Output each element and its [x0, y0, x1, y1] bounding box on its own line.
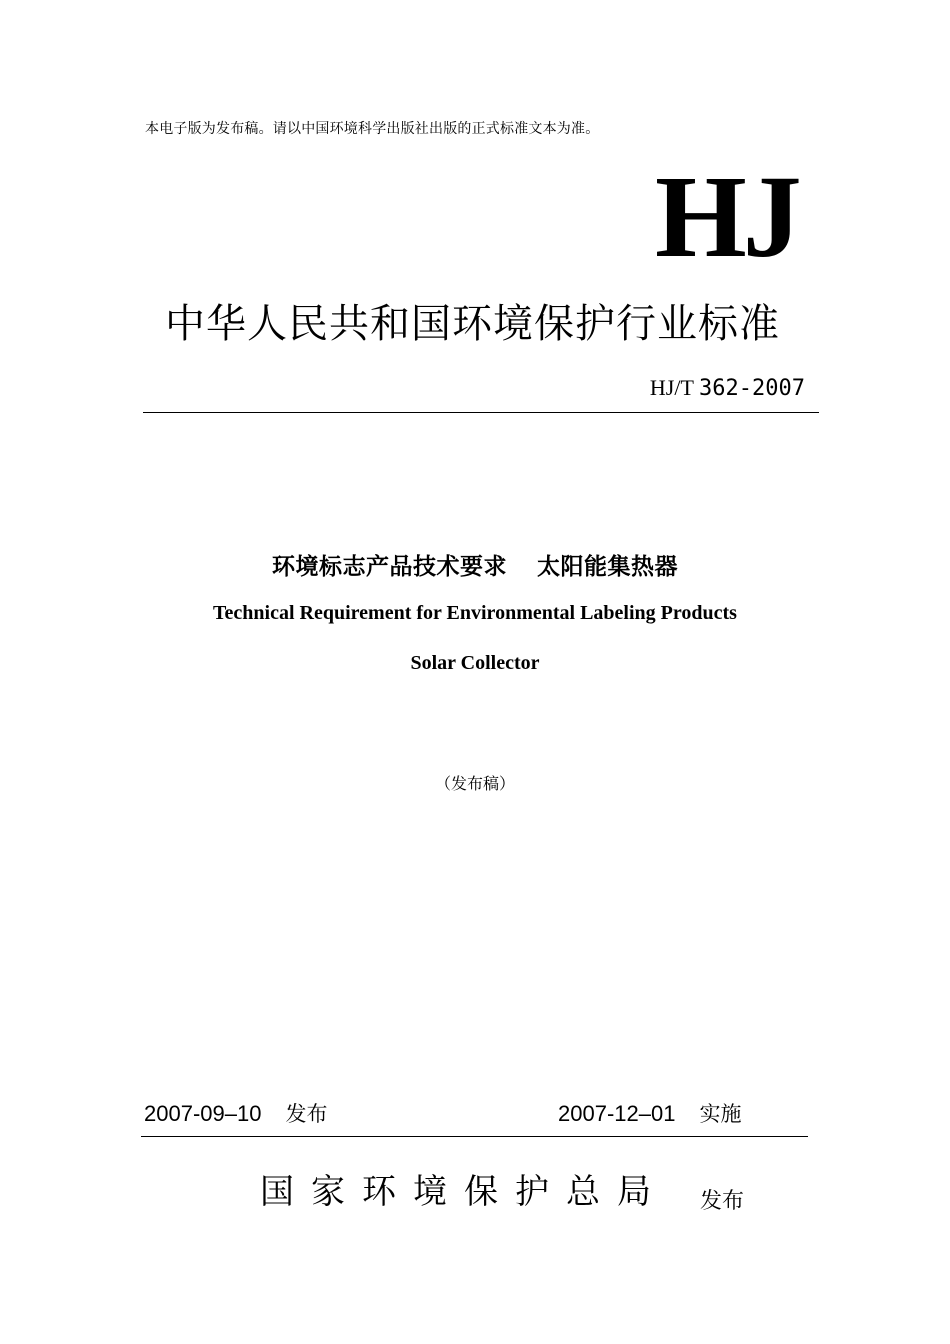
issue-date-group [144, 1098, 327, 1128]
document-title-en: Technical Requirement for Environmental Labeling Products [213, 602, 737, 624]
effective-date-group [558, 1098, 741, 1128]
publisher-name: 国家环境保护总局 [260, 1172, 668, 1212]
effective-date: 2007-12–01 [558, 1101, 676, 1126]
document-subtitle-en: Solar Collector [410, 652, 540, 674]
draft-label: （发布稿） [434, 774, 515, 793]
standard-code-prefix: HJ/T [649, 375, 694, 400]
document-title-cn-product: 太阳能集热器 [537, 554, 678, 580]
issue-label: 发布 [285, 1102, 328, 1126]
release-notice: 本电子版为发布稿。请以中国环境科学出版社出版的正式标准文本为准。 [145, 121, 600, 137]
document-title-cn [0, 548, 950, 581]
standard-category-title: 中华人民共和国环境保护行业标准 [165, 301, 780, 347]
issue-date: 2007-09–10 [144, 1101, 262, 1126]
document-title-cn-main: 环境标志产品技术要求 [272, 554, 507, 580]
hj-logo: HJ [655, 151, 798, 282]
standard-code-number: 362-2007 [699, 376, 805, 401]
publisher-suffix: 发布 [700, 1189, 745, 1214]
standard-code [650, 375, 805, 401]
header-divider [143, 412, 819, 413]
footer-divider [141, 1136, 808, 1137]
effective-label: 实施 [699, 1102, 742, 1126]
